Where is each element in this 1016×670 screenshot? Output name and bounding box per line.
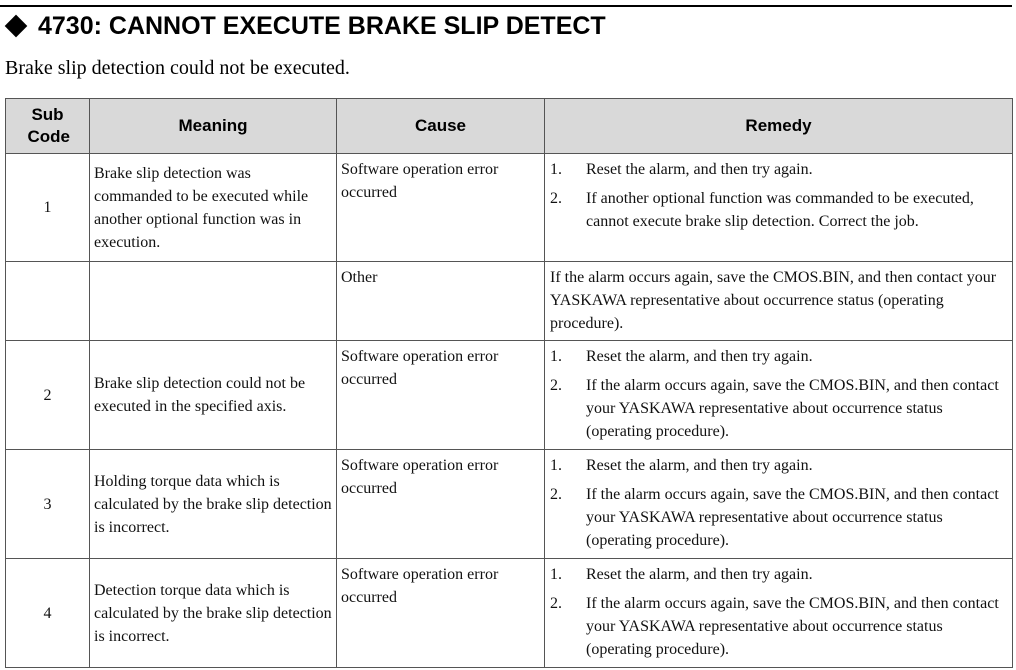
header-sub-code: Sub Code: [6, 99, 90, 154]
sub-code-cell: 3: [6, 450, 90, 559]
top-rule: [0, 5, 1012, 7]
remedy-step: [550, 187, 1008, 233]
step-number: 1.: [550, 566, 562, 583]
table-row: [6, 341, 1013, 450]
step-number: 2.: [550, 190, 562, 207]
step-text: Reset the alarm, and then try again.: [586, 348, 813, 365]
step-text: If another optional function was commanded to be executed, cannot execute brake slip detection. Correct the job.: [586, 190, 974, 230]
remedy-step: [550, 454, 1008, 477]
remedy-cell: [545, 341, 1013, 450]
remedy-step: [550, 158, 1008, 181]
table-row: [6, 154, 1013, 262]
meaning-cell: Holding torque data which is calculated by the brake slip detection is incorrect.: [90, 450, 337, 559]
cause-cell: Software operation error occurred: [337, 559, 545, 668]
remedy-step: [550, 563, 1008, 586]
meaning-cell: Brake slip detection was commanded to be executed while another optional function was in execution.: [90, 154, 337, 262]
step-number: 2.: [550, 377, 562, 394]
header-remedy: Remedy: [545, 99, 1013, 154]
cause-cell: Other: [337, 262, 545, 341]
remedy-cell: If the alarm occurs again, save the CMOS.BIN, and then contact your YASKAWA representative about occurrence status (operating procedure).: [545, 262, 1013, 341]
step-text: Reset the alarm, and then try again.: [586, 566, 813, 583]
step-text: If the alarm occurs again, save the CMOS.BIN, and then contact your YASKAWA representative about occurrence status (operating procedure).: [586, 377, 999, 440]
meaning-cell: Brake slip detection could not be executed in the specified axis.: [90, 341, 337, 450]
remedy-cell: [545, 154, 1013, 262]
remedy-step: [550, 345, 1008, 368]
step-number: 1.: [550, 457, 562, 474]
meaning-cell: [90, 262, 337, 341]
diamond-bullet-icon: [5, 15, 28, 38]
remedy-step: [550, 592, 1008, 661]
header-meaning: Meaning: [90, 99, 337, 154]
step-text: Reset the alarm, and then try again.: [586, 457, 813, 474]
remedy-step: [550, 483, 1008, 552]
sub-code-cell: 1: [6, 154, 90, 262]
cause-cell: Software operation error occurred: [337, 450, 545, 559]
page-title: [4, 12, 606, 41]
remedy-cell: [545, 559, 1013, 668]
remedy-step: [550, 374, 1008, 443]
title-text: 4730: CANNOT EXECUTE BRAKE SLIP DETECT: [38, 12, 606, 40]
alarm-description: Brake slip detection could not be executed.: [5, 57, 350, 79]
header-row: [6, 99, 1013, 154]
alarm-table: [5, 98, 1013, 668]
cause-cell: Software operation error occurred: [337, 341, 545, 450]
sub-code-cell: 4: [6, 559, 90, 668]
cause-cell: Software operation error occurred: [337, 154, 545, 262]
header-cause: Cause: [337, 99, 545, 154]
step-number: 2.: [550, 486, 562, 503]
step-text: Reset the alarm, and then try again.: [586, 161, 813, 178]
step-number: 1.: [550, 161, 562, 178]
sub-code-cell: 2: [6, 341, 90, 450]
table-row: [6, 559, 1013, 668]
sub-code-cell: [6, 262, 90, 341]
table-row: [6, 262, 1013, 341]
remedy-cell: [545, 450, 1013, 559]
table-row: [6, 450, 1013, 559]
meaning-cell: Detection torque data which is calculated by the brake slip detection is incorrect.: [90, 559, 337, 668]
step-number: 2.: [550, 595, 562, 612]
step-number: 1.: [550, 348, 562, 365]
step-text: If the alarm occurs again, save the CMOS.BIN, and then contact your YASKAWA representative about occurrence status (operating procedure).: [586, 486, 999, 549]
step-text: If the alarm occurs again, save the CMOS.BIN, and then contact your YASKAWA representative about occurrence status (operating procedure).: [586, 595, 999, 658]
